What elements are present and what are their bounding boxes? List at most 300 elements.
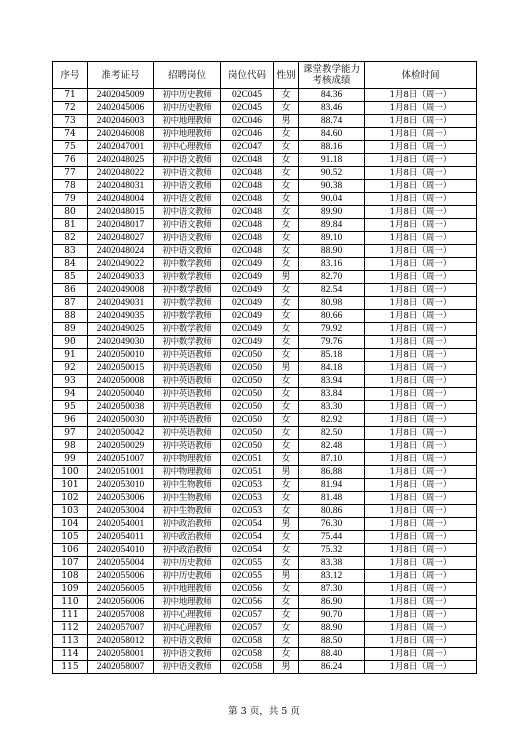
cell-index: 104 [53, 518, 88, 531]
cell-position: 初中地理教师 [154, 115, 221, 128]
cell-gender: 女 [274, 622, 299, 635]
cell-gender: 女 [274, 557, 299, 570]
cell-gender: 女 [274, 596, 299, 609]
cell-position-code: 02C049 [221, 297, 274, 310]
cell-position-code: 02C050 [221, 388, 274, 401]
cell-position: 初中英语教师 [154, 349, 221, 362]
cell-position: 初中英语教师 [154, 362, 221, 375]
cell-position-code: 02C049 [221, 310, 274, 323]
cell-exam-time: 1月8日（周一） [365, 427, 477, 440]
cell-exam-time: 1月8日（周一） [365, 206, 477, 219]
cell-gender: 女 [274, 388, 299, 401]
cell-exam-time: 1月8日（周一） [365, 271, 477, 284]
cell-index: 75 [53, 141, 88, 154]
cell-exam-id: 2402056005 [88, 583, 154, 596]
cell-position: 初中生物教师 [154, 492, 221, 505]
cell-score: 84.36 [299, 89, 365, 102]
cell-position-code: 02C050 [221, 440, 274, 453]
cell-position: 初中心理教师 [154, 609, 221, 622]
cell-index: 71 [53, 89, 88, 102]
table-row [53, 453, 477, 466]
cell-gender: 女 [274, 206, 299, 219]
cell-exam-id: 2402051001 [88, 466, 154, 479]
cell-gender: 女 [274, 505, 299, 518]
column-header-position-code: 岗位代码 [221, 62, 274, 89]
cell-score: 75.32 [299, 544, 365, 557]
cell-position: 初中历史教师 [154, 557, 221, 570]
cell-position-code: 02C050 [221, 362, 274, 375]
cell-exam-time: 1月8日（周一） [365, 284, 477, 297]
cell-exam-time: 1月8日（周一） [365, 375, 477, 388]
cell-position-code: 02C046 [221, 128, 274, 141]
table-row [53, 310, 477, 323]
cell-index: 102 [53, 492, 88, 505]
cell-exam-id: 2402048031 [88, 180, 154, 193]
cell-score: 89.90 [299, 206, 365, 219]
table-row [53, 518, 477, 531]
table-row [53, 193, 477, 206]
results-table [52, 61, 477, 674]
cell-exam-id: 2402048027 [88, 232, 154, 245]
cell-index: 96 [53, 414, 88, 427]
cell-gender: 女 [274, 427, 299, 440]
cell-position: 初中语文教师 [154, 154, 221, 167]
cell-score: 89.84 [299, 219, 365, 232]
cell-exam-time: 1月8日（周一） [365, 479, 477, 492]
cell-index: 87 [53, 297, 88, 310]
cell-exam-id: 2402058007 [88, 661, 154, 674]
table-row [53, 661, 477, 674]
cell-gender: 男 [274, 570, 299, 583]
cell-score: 83.38 [299, 557, 365, 570]
cell-exam-time: 1月8日（周一） [365, 141, 477, 154]
table-row [53, 492, 477, 505]
cell-score: 87.30 [299, 583, 365, 596]
cell-gender: 女 [274, 375, 299, 388]
cell-exam-id: 2402056006 [88, 596, 154, 609]
cell-score: 90.04 [299, 193, 365, 206]
cell-gender: 女 [274, 336, 299, 349]
page-footer: 第 3 页，共 5 页 [228, 706, 300, 717]
cell-score: 88.50 [299, 635, 365, 648]
cell-position: 初中数学教师 [154, 258, 221, 271]
cell-position-code: 02C057 [221, 622, 274, 635]
cell-exam-id: 2402055004 [88, 557, 154, 570]
cell-position: 初中语文教师 [154, 206, 221, 219]
cell-position: 初中历史教师 [154, 89, 221, 102]
cell-gender: 女 [274, 128, 299, 141]
cell-index: 89 [53, 323, 88, 336]
cell-exam-id: 2402048022 [88, 167, 154, 180]
cell-position-code: 02C057 [221, 609, 274, 622]
cell-exam-time: 1月8日（周一） [365, 622, 477, 635]
table-row [53, 505, 477, 518]
cell-score: 82.70 [299, 271, 365, 284]
cell-gender: 男 [274, 271, 299, 284]
cell-index: 93 [53, 375, 88, 388]
cell-score: 90.38 [299, 180, 365, 193]
cell-exam-time: 1月8日（周一） [365, 245, 477, 258]
cell-score: 84.18 [299, 362, 365, 375]
cell-gender: 女 [274, 141, 299, 154]
cell-score: 91.18 [299, 154, 365, 167]
cell-position: 初中数学教师 [154, 323, 221, 336]
table-row [53, 349, 477, 362]
cell-score: 80.98 [299, 297, 365, 310]
cell-score: 75.44 [299, 531, 365, 544]
cell-position: 初中语文教师 [154, 180, 221, 193]
cell-gender: 女 [274, 492, 299, 505]
cell-position: 初中语文教师 [154, 661, 221, 674]
cell-position-code: 02C048 [221, 154, 274, 167]
cell-exam-id: 2402050029 [88, 440, 154, 453]
cell-score: 87.10 [299, 453, 365, 466]
cell-position: 初中数学教师 [154, 336, 221, 349]
cell-exam-id: 2402048017 [88, 219, 154, 232]
cell-score: 86.90 [299, 596, 365, 609]
cell-exam-id: 2402053006 [88, 492, 154, 505]
cell-exam-time: 1月8日（周一） [365, 154, 477, 167]
table-row [53, 102, 477, 115]
cell-gender: 女 [274, 544, 299, 557]
cell-gender: 女 [274, 310, 299, 323]
cell-exam-id: 2402049033 [88, 271, 154, 284]
cell-index: 98 [53, 440, 88, 453]
cell-position: 初中地理教师 [154, 583, 221, 596]
column-header-exam-id: 准考证号 [88, 62, 154, 89]
cell-score: 83.46 [299, 102, 365, 115]
cell-gender: 女 [274, 323, 299, 336]
cell-index: 106 [53, 544, 88, 557]
cell-exam-time: 1月8日（周一） [365, 557, 477, 570]
cell-position: 初中语文教师 [154, 245, 221, 258]
cell-position-code: 02C048 [221, 232, 274, 245]
cell-exam-time: 1月8日（周一） [365, 388, 477, 401]
table-row [53, 362, 477, 375]
table-row [53, 635, 477, 648]
cell-position-code: 02C047 [221, 141, 274, 154]
cell-position: 初中数学教师 [154, 271, 221, 284]
cell-position-code: 02C051 [221, 453, 274, 466]
cell-exam-time: 1月8日（周一） [365, 232, 477, 245]
cell-position-code: 02C058 [221, 661, 274, 674]
cell-exam-time: 1月8日（周一） [365, 531, 477, 544]
cell-position-code: 02C048 [221, 219, 274, 232]
cell-exam-time: 1月8日（周一） [365, 596, 477, 609]
cell-index: 109 [53, 583, 88, 596]
cell-position: 初中生物教师 [154, 479, 221, 492]
table-row [53, 284, 477, 297]
cell-score: 83.84 [299, 388, 365, 401]
cell-exam-time: 1月8日（周一） [365, 336, 477, 349]
table-row [53, 180, 477, 193]
cell-index: 79 [53, 193, 88, 206]
cell-exam-id: 2402048004 [88, 193, 154, 206]
table-row [53, 258, 477, 271]
cell-position: 初中历史教师 [154, 102, 221, 115]
table-row [53, 622, 477, 635]
cell-position: 初中语文教师 [154, 635, 221, 648]
cell-index: 108 [53, 570, 88, 583]
cell-position-code: 02C048 [221, 206, 274, 219]
cell-exam-time: 1月8日（周一） [365, 323, 477, 336]
cell-position: 初中数学教师 [154, 297, 221, 310]
cell-position-code: 02C048 [221, 193, 274, 206]
cell-gender: 女 [274, 414, 299, 427]
cell-gender: 女 [274, 635, 299, 648]
cell-exam-time: 1月8日（周一） [365, 505, 477, 518]
cell-position: 初中语文教师 [154, 232, 221, 245]
cell-gender: 男 [274, 362, 299, 375]
cell-index: 88 [53, 310, 88, 323]
cell-index: 95 [53, 401, 88, 414]
cell-position: 初中政治教师 [154, 518, 221, 531]
cell-index: 103 [53, 505, 88, 518]
cell-exam-id: 2402045006 [88, 102, 154, 115]
cell-gender: 女 [274, 167, 299, 180]
cell-score: 90.70 [299, 609, 365, 622]
cell-position-code: 02C055 [221, 570, 274, 583]
column-header-position: 招聘岗位 [154, 62, 221, 89]
table-row [53, 427, 477, 440]
cell-exam-time: 1月8日（周一） [365, 609, 477, 622]
cell-position-code: 02C049 [221, 336, 274, 349]
cell-index: 73 [53, 115, 88, 128]
cell-gender: 女 [274, 648, 299, 661]
cell-position-code: 02C050 [221, 375, 274, 388]
cell-gender: 女 [274, 297, 299, 310]
cell-exam-id: 2402049025 [88, 323, 154, 336]
cell-exam-id: 2402050010 [88, 349, 154, 362]
cell-position: 初中数学教师 [154, 310, 221, 323]
table-row [53, 401, 477, 414]
table-row [53, 414, 477, 427]
cell-exam-time: 1月8日（周一） [365, 583, 477, 596]
cell-exam-id: 2402048015 [88, 206, 154, 219]
cell-exam-time: 1月8日（周一） [365, 492, 477, 505]
cell-position-code: 02C049 [221, 271, 274, 284]
cell-position: 初中生物教师 [154, 505, 221, 518]
cell-exam-time: 1月8日（周一） [365, 115, 477, 128]
cell-index: 105 [53, 531, 88, 544]
cell-score: 84.60 [299, 128, 365, 141]
cell-position: 初中地理教师 [154, 128, 221, 141]
cell-score: 79.76 [299, 336, 365, 349]
cell-exam-id: 2402046003 [88, 115, 154, 128]
cell-position-code: 02C053 [221, 492, 274, 505]
cell-exam-time: 1月8日（周一） [365, 310, 477, 323]
cell-exam-id: 2402058012 [88, 635, 154, 648]
table-row [53, 648, 477, 661]
cell-exam-time: 1月8日（周一） [365, 128, 477, 141]
cell-exam-id: 2402049035 [88, 310, 154, 323]
cell-score: 88.16 [299, 141, 365, 154]
cell-gender: 女 [274, 102, 299, 115]
column-header-index: 序号 [53, 62, 88, 89]
cell-index: 92 [53, 362, 88, 375]
table-row [53, 609, 477, 622]
cell-position-code: 02C058 [221, 648, 274, 661]
cell-index: 107 [53, 557, 88, 570]
cell-index: 86 [53, 284, 88, 297]
cell-score: 82.54 [299, 284, 365, 297]
cell-index: 114 [53, 648, 88, 661]
cell-score: 80.86 [299, 505, 365, 518]
cell-exam-id: 2402046008 [88, 128, 154, 141]
cell-position: 初中英语教师 [154, 401, 221, 414]
cell-score: 86.24 [299, 661, 365, 674]
cell-gender: 女 [274, 479, 299, 492]
cell-gender: 女 [274, 232, 299, 245]
cell-score: 83.12 [299, 570, 365, 583]
cell-exam-id: 2402049030 [88, 336, 154, 349]
cell-exam-time: 1月8日（周一） [365, 466, 477, 479]
table-row [53, 141, 477, 154]
cell-gender: 女 [274, 349, 299, 362]
cell-position-code: 02C049 [221, 284, 274, 297]
cell-gender: 男 [274, 466, 299, 479]
cell-exam-id: 2402048025 [88, 154, 154, 167]
cell-gender: 男 [274, 661, 299, 674]
cell-index: 82 [53, 232, 88, 245]
cell-index: 100 [53, 466, 88, 479]
cell-score: 82.50 [299, 427, 365, 440]
cell-score: 86.88 [299, 466, 365, 479]
cell-position-code: 02C054 [221, 544, 274, 557]
table-row [53, 154, 477, 167]
cell-position-code: 02C049 [221, 258, 274, 271]
cell-index: 90 [53, 336, 88, 349]
cell-index: 112 [53, 622, 88, 635]
cell-exam-time: 1月8日（周一） [365, 349, 477, 362]
cell-exam-id: 2402057008 [88, 609, 154, 622]
cell-exam-id: 2402054001 [88, 518, 154, 531]
cell-exam-time: 1月8日（周一） [365, 102, 477, 115]
cell-score: 88.74 [299, 115, 365, 128]
cell-position-code: 02C053 [221, 505, 274, 518]
cell-index: 113 [53, 635, 88, 648]
cell-score: 85.18 [299, 349, 365, 362]
cell-position: 初中英语教师 [154, 427, 221, 440]
cell-position: 初中心理教师 [154, 622, 221, 635]
cell-exam-id: 2402049031 [88, 297, 154, 310]
cell-index: 84 [53, 258, 88, 271]
cell-gender: 女 [274, 245, 299, 258]
cell-exam-id: 2402057007 [88, 622, 154, 635]
cell-index: 78 [53, 180, 88, 193]
table-row [53, 440, 477, 453]
cell-position-code: 02C048 [221, 167, 274, 180]
cell-exam-id: 2402050008 [88, 375, 154, 388]
cell-position-code: 02C056 [221, 583, 274, 596]
cell-gender: 女 [274, 401, 299, 414]
cell-exam-time: 1月8日（周一） [365, 193, 477, 206]
cell-exam-id: 2402047001 [88, 141, 154, 154]
cell-gender: 女 [274, 89, 299, 102]
table-row [53, 583, 477, 596]
cell-score: 89.10 [299, 232, 365, 245]
cell-position-code: 02C046 [221, 115, 274, 128]
cell-exam-time: 1月8日（周一） [365, 414, 477, 427]
table-row [53, 570, 477, 583]
cell-position-code: 02C050 [221, 349, 274, 362]
cell-index: 110 [53, 596, 88, 609]
cell-position: 初中政治教师 [154, 544, 221, 557]
cell-position-code: 02C045 [221, 102, 274, 115]
cell-position: 初中语文教师 [154, 648, 221, 661]
table-row [53, 167, 477, 180]
cell-gender: 女 [274, 284, 299, 297]
table-row [53, 89, 477, 102]
cell-position: 初中历史教师 [154, 570, 221, 583]
cell-position-code: 02C050 [221, 427, 274, 440]
cell-exam-time: 1月8日（周一） [365, 180, 477, 193]
cell-index: 74 [53, 128, 88, 141]
cell-exam-id: 2402050015 [88, 362, 154, 375]
cell-gender: 男 [274, 518, 299, 531]
table-row [53, 479, 477, 492]
cell-score: 81.48 [299, 492, 365, 505]
cell-gender: 女 [274, 193, 299, 206]
cell-exam-id: 2402045009 [88, 89, 154, 102]
table-row [53, 375, 477, 388]
table-row [53, 336, 477, 349]
cell-exam-time: 1月8日（周一） [365, 648, 477, 661]
cell-gender: 女 [274, 219, 299, 232]
cell-gender: 女 [274, 258, 299, 271]
cell-position: 初中数学教师 [154, 284, 221, 297]
table-row [53, 271, 477, 284]
cell-gender: 女 [274, 583, 299, 596]
cell-position-code: 02C048 [221, 245, 274, 258]
cell-index: 76 [53, 154, 88, 167]
cell-exam-time: 1月8日（周一） [365, 635, 477, 648]
cell-score: 83.30 [299, 401, 365, 414]
cell-position-code: 02C050 [221, 401, 274, 414]
cell-position: 初中物理教师 [154, 453, 221, 466]
cell-gender: 女 [274, 154, 299, 167]
cell-score: 83.94 [299, 375, 365, 388]
cell-exam-id: 2402050042 [88, 427, 154, 440]
table-row [53, 219, 477, 232]
cell-position: 初中语文教师 [154, 219, 221, 232]
column-header-score: 课堂教学能力考核成绩 [299, 62, 365, 89]
cell-index: 77 [53, 167, 88, 180]
cell-gender: 女 [274, 531, 299, 544]
cell-score: 79.92 [299, 323, 365, 336]
cell-position-code: 02C056 [221, 596, 274, 609]
cell-exam-time: 1月8日（周一） [365, 401, 477, 414]
cell-index: 101 [53, 479, 88, 492]
column-header-gender: 性别 [274, 62, 299, 89]
cell-gender: 女 [274, 453, 299, 466]
cell-gender: 女 [274, 180, 299, 193]
table-row [53, 531, 477, 544]
cell-exam-id: 2402053010 [88, 479, 154, 492]
cell-exam-id: 2402050030 [88, 414, 154, 427]
cell-gender: 女 [274, 440, 299, 453]
cell-position: 初中心理教师 [154, 141, 221, 154]
cell-exam-time: 1月8日（周一） [365, 297, 477, 310]
table-row [53, 128, 477, 141]
cell-gender: 男 [274, 115, 299, 128]
cell-position-code: 02C054 [221, 518, 274, 531]
cell-exam-id: 2402050038 [88, 401, 154, 414]
cell-index: 83 [53, 245, 88, 258]
cell-position: 初中英语教师 [154, 440, 221, 453]
cell-score: 88.90 [299, 622, 365, 635]
cell-index: 94 [53, 388, 88, 401]
